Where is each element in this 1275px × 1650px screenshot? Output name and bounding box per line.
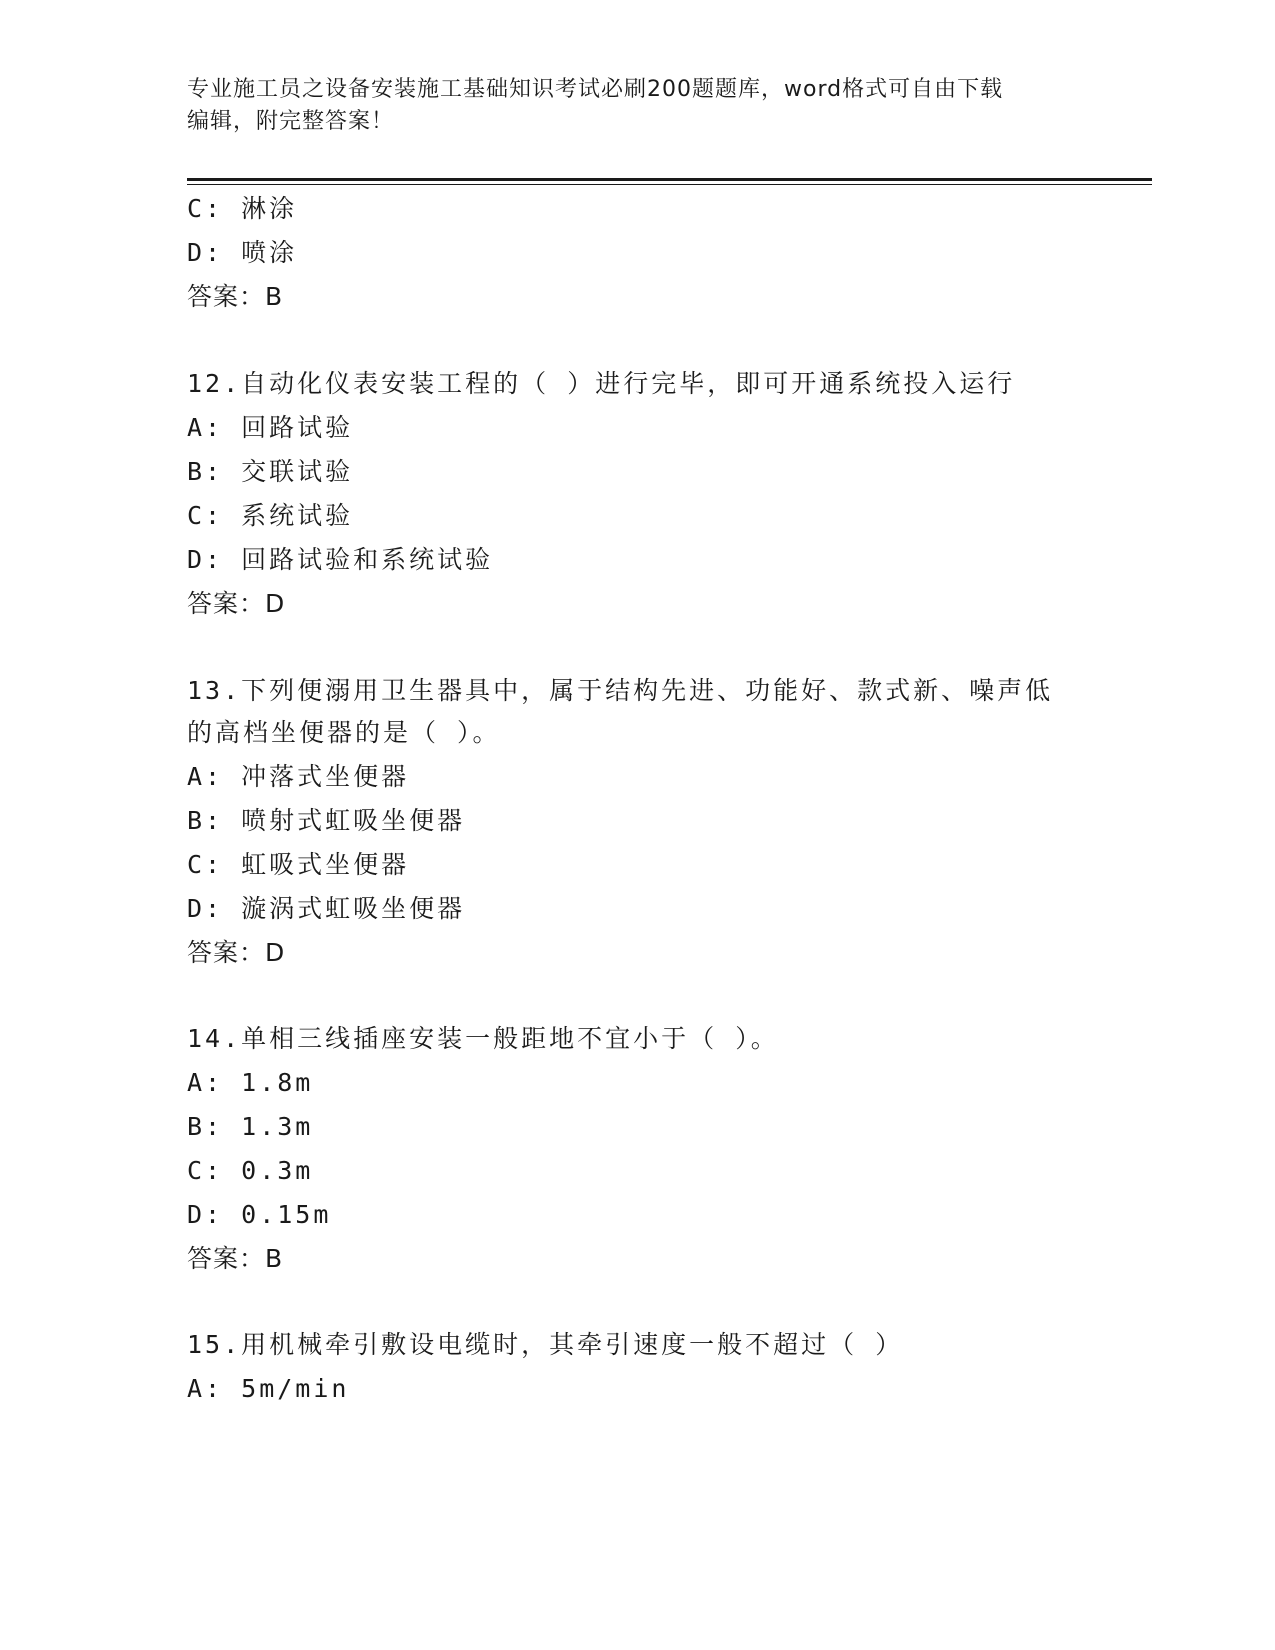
q14-option-a: A: 1.8m xyxy=(187,1068,314,1097)
header-rule-thick xyxy=(187,178,1152,181)
q13-option-c: C: 虹吸式坐便器 xyxy=(187,850,410,879)
q14-answer: 答案：B xyxy=(187,1244,284,1273)
q12-option-d: D: 回路试验和系统试验 xyxy=(187,545,494,574)
q11-answer: 答案：B xyxy=(187,282,284,311)
document-header xyxy=(187,74,1087,138)
q12-option-b: B: 交联试验 xyxy=(187,457,354,486)
q13-option-b: B: 喷射式虹吸坐便器 xyxy=(187,806,466,835)
q13-stem-line-2: 的高档坐便器的是（ ）。 xyxy=(187,718,501,747)
q11-option-c: C: 淋涂 xyxy=(187,194,298,223)
q11-option-d: D: 喷涂 xyxy=(187,238,298,267)
q14-option-b: B: 1.3m xyxy=(187,1112,314,1141)
q14-option-d: D: 0.15m xyxy=(187,1200,332,1229)
q13-stem-line-1: 13.下列便溺用卫生器具中，属于结构先进、功能好、款式新、噪声低 xyxy=(187,676,1054,705)
q12-answer: 答案：D xyxy=(187,589,286,618)
q12-option-a: A: 回路试验 xyxy=(187,413,354,442)
q12-stem: 12.自动化仪表安装工程的（ ）进行完毕，即可开通系统投入运行 xyxy=(187,369,1016,398)
header-line-1: 专业施工员之设备安装施工基础知识考试必刷200题题库，word格式可自由下载 xyxy=(187,77,1004,102)
q15-option-a: A: 5m/min xyxy=(187,1374,350,1403)
q13-answer: 答案：D xyxy=(187,938,286,967)
q13-option-d: D: 漩涡式虹吸坐便器 xyxy=(187,894,466,923)
q15-stem: 15.用机械牵引敷设电缆时，其牵引速度一般不超过（ ） xyxy=(187,1330,904,1359)
header-line-2: 编辑，附完整答案！ xyxy=(187,109,395,134)
q13-option-a: A: 冲落式坐便器 xyxy=(187,762,410,791)
q14-option-c: C: 0.3m xyxy=(187,1156,314,1185)
q12-option-c: C: 系统试验 xyxy=(187,501,354,530)
q14-stem: 14.单相三线插座安装一般距地不宜小于（ ）。 xyxy=(187,1024,779,1053)
header-rule-thin xyxy=(187,184,1152,185)
